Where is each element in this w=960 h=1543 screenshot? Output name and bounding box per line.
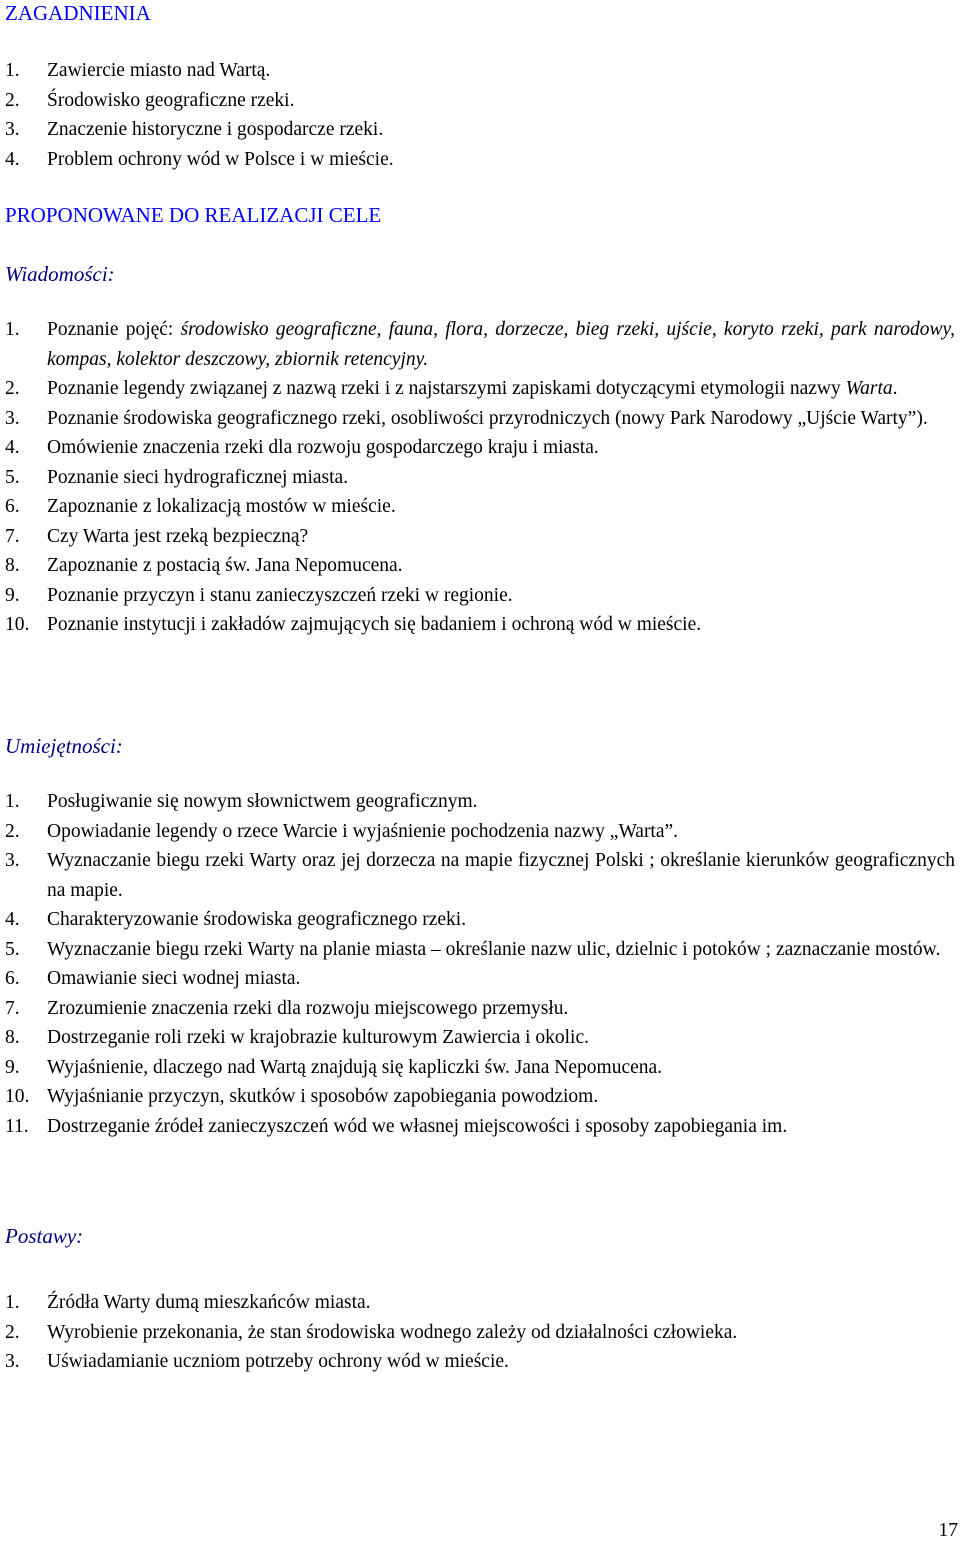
item-text: Charakteryzowanie środowiska geograficznego rzeki. [47, 909, 467, 930]
list-item [5, 1318, 955, 1348]
list-item [5, 315, 955, 374]
item-text: Czy Warta jest rzeką bezpieczną? [47, 525, 309, 547]
item-number: 4. [5, 437, 20, 458]
item-number: 3. [5, 119, 20, 140]
list-item [5, 551, 955, 581]
item-number: 6. [5, 968, 20, 989]
item-text: Zawiercie miasto nad Wartą. [47, 60, 271, 81]
item-text: Źródła Warty dumą mieszkańców miasta. [47, 1292, 371, 1313]
list-item [5, 522, 955, 552]
list-item [5, 1347, 955, 1377]
list-item [5, 145, 955, 175]
item-text: Poznanie legendy związanej z nazwą rzeki i z najstarszymi zapiskami dotyczącymi etymologii nazwy [47, 378, 846, 399]
item-number: 5. [5, 938, 20, 960]
skills-list [5, 787, 955, 1141]
item-number: 9. [5, 584, 20, 606]
list-item [5, 905, 955, 935]
list-item [5, 1288, 955, 1318]
list-item [5, 115, 955, 145]
item-number: 2. [5, 820, 20, 842]
item-text: Dostrzeganie roli rzeki w krajobrazie kulturowym Zawiercia i okolic. [47, 1027, 590, 1048]
item-text: Zapoznanie z lokalizacją mostów w mieście. [47, 496, 396, 517]
item-number: 8. [5, 555, 20, 576]
item-number: 8. [5, 1027, 20, 1048]
topics-list [5, 56, 955, 174]
item-number: 3. [5, 1351, 20, 1372]
item-text: Poznanie pojęć: [47, 319, 181, 340]
item-text: Wyjaśnienie, dlaczego nad Wartą znajdują się kapliczki św. Jana Nepomucena. [47, 1056, 663, 1078]
item-text: Posługiwanie się nowym słownictwem geograficznym. [47, 791, 478, 812]
item-text: Omówienie znaczenia rzeki dla rozwoju gospodarczego kraju i miasta. [47, 437, 599, 458]
item-number: 1. [5, 60, 20, 81]
list-item [5, 374, 955, 404]
item-number: 3. [5, 850, 20, 871]
item-text: Poznanie środowiska geograficznego rzeki, osobliwości przyrodniczych (nowy Park Narodowy „Ujście Warty”). [47, 407, 928, 429]
list-item [5, 463, 955, 493]
item-number: 9. [5, 1056, 20, 1078]
item-text: Problem ochrony wód w Polsce i w mieście. [47, 148, 394, 170]
list-item [5, 994, 955, 1024]
item-text: Wyjaśnianie przyczyn, skutków i sposobów zapobiegania powodziom. [47, 1086, 599, 1107]
item-suffix: . [892, 378, 898, 399]
list-item [5, 846, 955, 905]
list-item [5, 1112, 955, 1142]
item-number: 4. [5, 909, 20, 930]
item-text: Zapoznanie z postacią św. Jana Nepomucena. [47, 555, 403, 576]
attitudes-list [5, 1288, 955, 1377]
list-item [5, 935, 955, 965]
list-item [5, 404, 955, 434]
item-emphasis: środowisko geograficzne, fauna, flora, dorzecze, bieg rzeki, ujście, koryto rzeki, park narodowy, kompas, kolektor deszczowy, zbiornik retencyjny. [47, 319, 955, 370]
item-number: 10. [5, 1086, 30, 1107]
item-number: 2. [5, 1321, 20, 1343]
list-item [5, 1053, 955, 1083]
item-text: Wyznaczanie biegu rzeki Warty oraz jej dorzecza na mapie fizycznej Polski ; określanie kierunków geograficznych na mapie. [47, 850, 955, 901]
list-item [5, 581, 955, 611]
item-text: Opowiadanie legendy o rzece Warcie i wyjaśnienie pochodzenia nazwy „Warta”. [47, 820, 679, 842]
item-number: 6. [5, 496, 20, 517]
item-text: Dostrzeganie źródeł zanieczyszczeń wód we własnej miejscowości i sposoby zapobiegania im. [47, 1115, 788, 1137]
item-text: Wyznaczanie biegu rzeki Warty na planie miasta – określanie nazw ulic, dzielnic i potoków ; zaznaczanie mostów. [47, 938, 941, 960]
list-item [5, 1023, 955, 1053]
list-item [5, 86, 955, 116]
list-item [5, 1082, 955, 1112]
item-text: Znaczenie historyczne i gospodarcze rzeki. [47, 119, 384, 140]
list-item [5, 964, 955, 994]
item-number: 3. [5, 407, 20, 429]
item-number: 7. [5, 525, 20, 547]
attitudes-heading: Postawy: [5, 1224, 84, 1248]
item-text: Uświadamianie uczniom potrzeby ochrony wód w mieście. [47, 1351, 509, 1372]
item-text: Poznanie instytucji i zakładów zajmujących się badaniem i ochroną wód w mieście. [47, 614, 702, 635]
topics-heading: ZAGADNIENIA [5, 1, 151, 25]
item-number: 1. [5, 319, 20, 340]
item-text: Środowisko geograficzne rzeki. [47, 89, 295, 111]
list-item [5, 492, 955, 522]
item-number: 1. [5, 791, 20, 812]
list-item [5, 56, 955, 86]
item-text: Zrozumienie znaczenia rzeki dla rozwoju miejscowego przemysłu. [47, 997, 569, 1019]
item-number: 5. [5, 466, 20, 488]
knowledge-heading: Wiadomości: [5, 262, 115, 286]
list-item [5, 817, 955, 847]
goals-heading: PROPONOWANE DO REALIZACJI CELE [5, 203, 382, 227]
item-number: 2. [5, 89, 20, 111]
item-number: 7. [5, 997, 20, 1019]
item-text: Poznanie sieci hydrograficznej miasta. [47, 466, 349, 488]
item-number: 1. [5, 1292, 20, 1313]
item-text: Omawianie sieci wodnej miasta. [47, 968, 301, 989]
item-text: Poznanie przyczyn i stanu zanieczyszczeń rzeki w regionie. [47, 584, 513, 606]
list-item [5, 787, 955, 817]
list-item [5, 433, 955, 463]
list-item [5, 610, 955, 640]
knowledge-list [5, 315, 955, 640]
item-text: Wyrobienie przekonania, że stan środowiska wodnego zależy od działalności człowieka. [47, 1321, 738, 1343]
skills-heading: Umiejętności: [5, 734, 123, 758]
page-number: 17 [938, 1520, 958, 1541]
item-number: 2. [5, 378, 20, 399]
item-number: 11. [5, 1115, 29, 1137]
item-number: 10. [5, 614, 30, 635]
item-number: 4. [5, 148, 20, 170]
item-emphasis: Warta [845, 378, 893, 399]
